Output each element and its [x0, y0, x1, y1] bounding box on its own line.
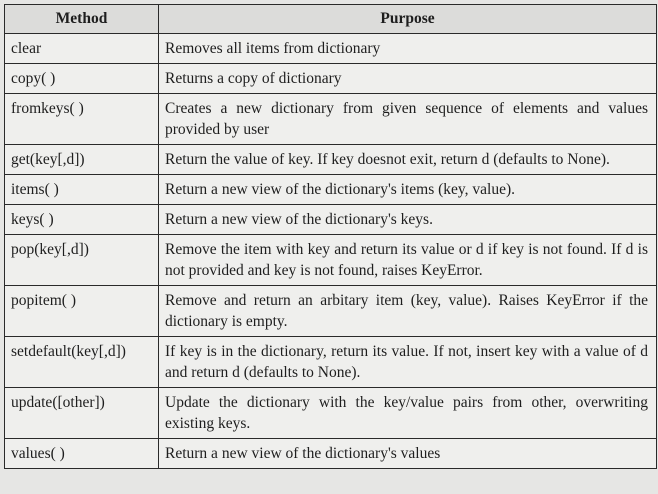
purpose-cell: If key is in the dictionary, return its value. If not, insert key with a value of d and return d (defaults to None).	[159, 337, 657, 388]
table-row	[5, 439, 657, 469]
purpose-cell: Remove the item with key and return its value or d if key is not found. If d is not provided and key is not found, raises KeyError.	[159, 235, 657, 286]
purpose-cell: Return a new view of the dictionary's keys.	[159, 205, 657, 235]
table-row	[5, 388, 657, 439]
purpose-cell: Return a new view of the dictionary's items (key, value).	[159, 175, 657, 205]
purpose-cell: Returns a copy of dictionary	[159, 64, 657, 94]
method-cell: keys( )	[5, 205, 159, 235]
purpose-cell: Removes all items from dictionary	[159, 34, 657, 64]
header-row	[5, 5, 657, 34]
method-cell: update([other])	[5, 388, 159, 439]
dictionary-methods-table	[4, 4, 657, 469]
column-header-purpose: Purpose	[159, 5, 657, 34]
method-cell: clear	[5, 34, 159, 64]
method-cell: setdefault(key[,d])	[5, 337, 159, 388]
table-row	[5, 286, 657, 337]
method-cell: items( )	[5, 175, 159, 205]
table-row	[5, 34, 657, 64]
table-row	[5, 175, 657, 205]
method-cell: values( )	[5, 439, 159, 469]
table-row	[5, 94, 657, 145]
method-cell: pop(key[,d])	[5, 235, 159, 286]
table-row	[5, 235, 657, 286]
table-row	[5, 337, 657, 388]
table-row	[5, 64, 657, 94]
purpose-cell: Remove and return an arbitary item (key, value). Raises KeyError if the dictionary is empty.	[159, 286, 657, 337]
purpose-cell: Creates a new dictionary from given sequence of elements and values provided by user	[159, 94, 657, 145]
purpose-cell: Return a new view of the dictionary's values	[159, 439, 657, 469]
method-cell: get(key[,d])	[5, 145, 159, 175]
method-cell: fromkeys( )	[5, 94, 159, 145]
purpose-cell: Return the value of key. If key doesnot exit, return d (defaults to None).	[159, 145, 657, 175]
method-cell: copy( )	[5, 64, 159, 94]
purpose-cell: Update the dictionary with the key/value pairs from other, overwriting existing keys.	[159, 388, 657, 439]
column-header-method: Method	[5, 5, 159, 34]
method-cell: popitem( )	[5, 286, 159, 337]
table-row	[5, 205, 657, 235]
table-row	[5, 145, 657, 175]
